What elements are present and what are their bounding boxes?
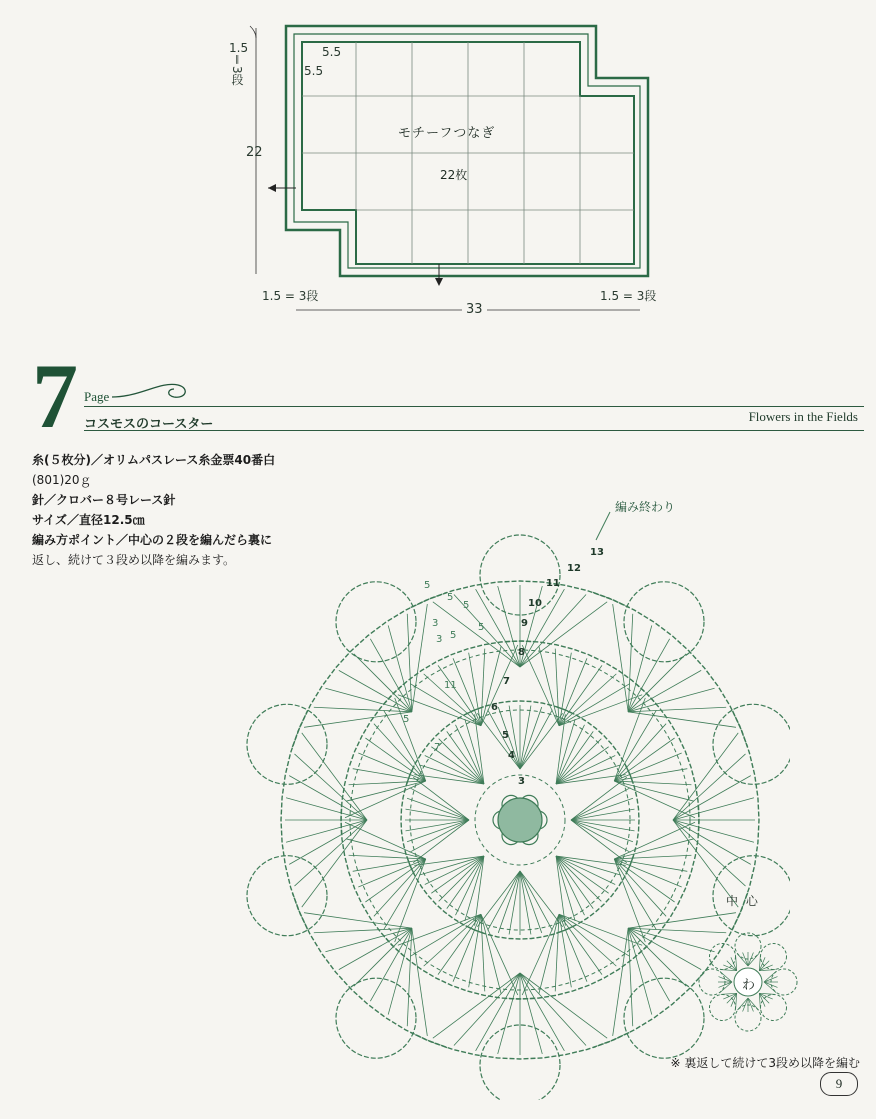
middle-border [294,34,640,268]
dim-inner-b: 5.5 [304,64,324,78]
side-number-10: 7 [434,742,441,753]
point-line-2: 返し、続けて３段め以降を編みます。 [32,553,236,567]
section-number: 7 [32,345,78,447]
pattern-title-jp: コスモスのコースター [84,417,214,432]
header-rule-top [84,406,864,407]
round-number-12: 12 [567,563,581,574]
side-number-3: 3 [432,618,439,629]
dim-bottom-right: 1.5 = 3段 [600,289,657,303]
dim-width: 33 [462,302,487,317]
round-number-5: 5 [502,730,509,741]
point-line-1: 編み方ポイント／中心の２段を編んだら裏に [32,533,273,547]
side-number-1: 5 [424,580,431,591]
series-title-en: Flowers in the Fields [748,409,858,424]
swirl-ornament [110,375,190,403]
round-number-8: 8 [518,647,525,658]
needle-line: 針／クロバー８号レース針 [32,493,176,507]
dim-top-left-b: 3段 [230,66,244,86]
end-pointer [592,510,616,544]
center-ring-label: わ [742,978,756,993]
size-line: サイズ／直径12.5㎝ [32,513,145,527]
round-number-11: 11 [546,578,560,589]
center-title: 中 心 [726,894,760,908]
dim-height: 22 [246,145,263,160]
side-number-8: 11 [444,680,457,691]
page-label: Page [84,389,110,404]
dim-inner-a: 5.5 [322,45,342,59]
side-number-4: 3 [436,634,443,645]
round-number-6: 6 [491,702,498,713]
round-number-9: 9 [521,618,528,629]
motif-label: モチーフつなぎ [398,126,496,141]
round-number-10: 10 [528,598,542,609]
round-number-3: 3 [518,776,525,787]
round-number-13: 13 [590,547,604,558]
footer-note: ※ 裏返して続けて3段め以降を編む [670,1056,860,1070]
outer-border [286,26,648,276]
dim-top-left-a: 1.5 [229,41,249,55]
yarn-line-2: (801)20ｇ [32,473,92,487]
side-number-9: 5 [403,714,410,725]
side-number-6: 5 [478,622,485,633]
round-number-7: 7 [503,676,510,687]
dim-bottom-left: 1.5 = 3段 [262,289,319,303]
yarn-line-1: 糸(５枚分)／オリムパスレース糸金票40番白 [32,453,276,467]
round-number-4: 4 [508,750,515,761]
side-number-5: 5 [450,630,457,641]
motif-count: 22枚 [440,168,468,182]
end-label: 編み終わり [615,500,676,514]
side-number-7: 5 [463,600,470,611]
page-number: 9 [820,1072,858,1096]
side-number-2: 5 [447,592,454,603]
center-fill [498,798,542,842]
